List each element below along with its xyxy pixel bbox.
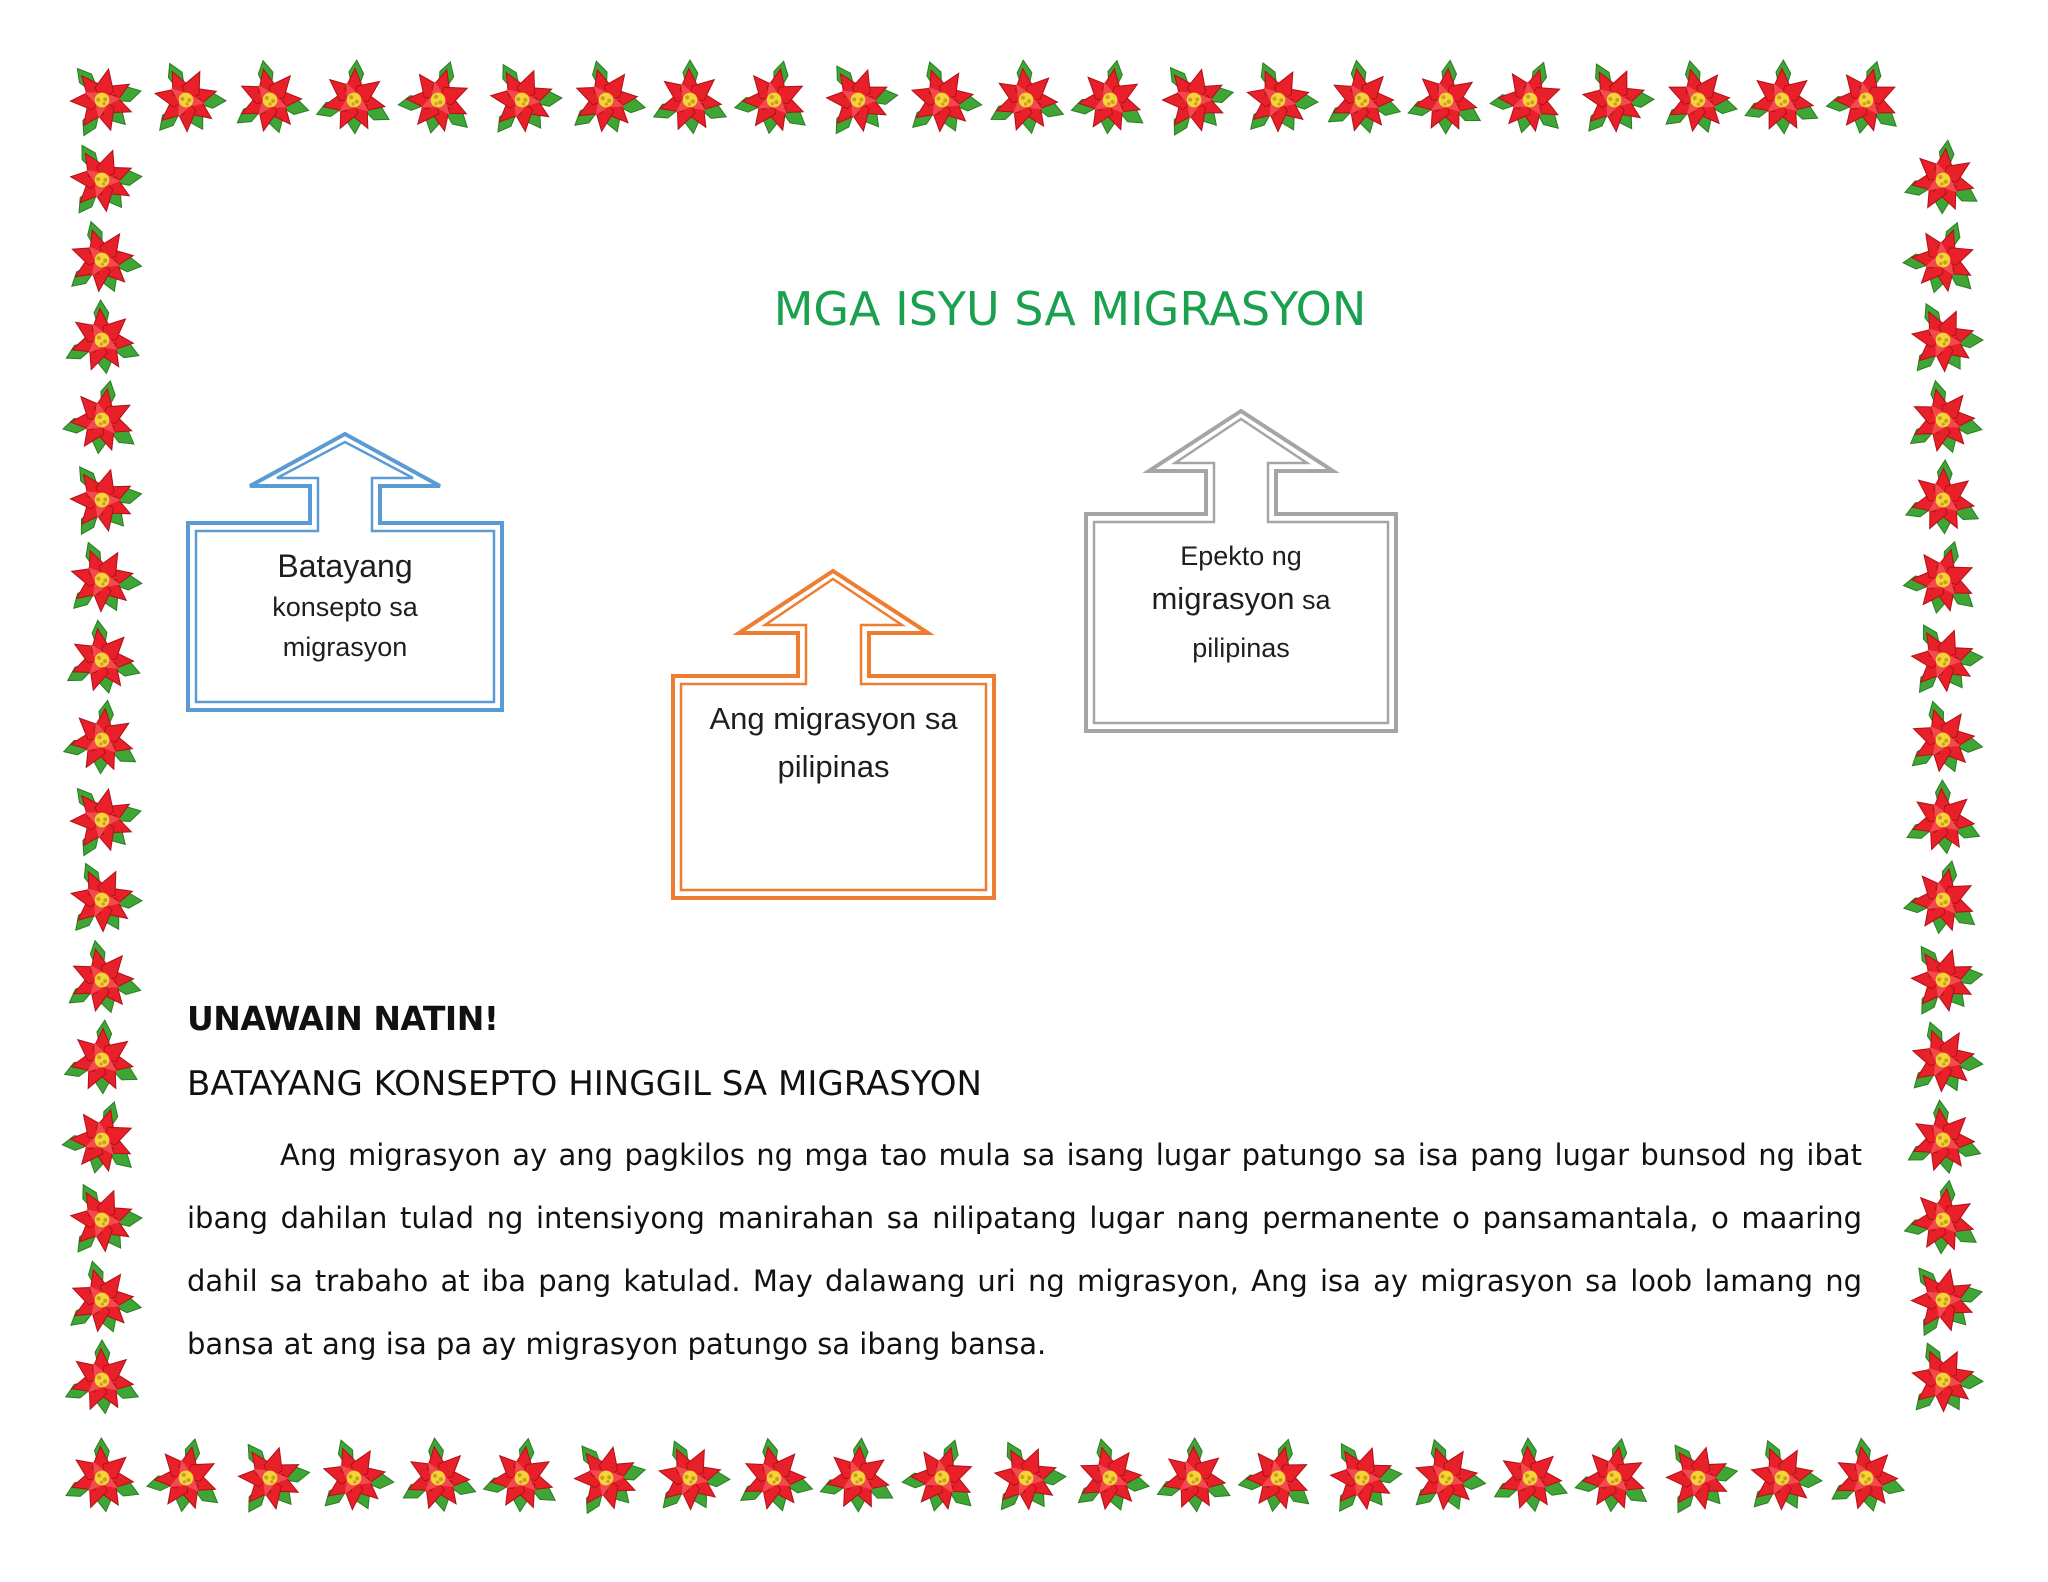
box-label-word: migrasyon [1151, 581, 1295, 616]
poinsettia-icon [643, 1429, 738, 1521]
poinsettia-icon [60, 1433, 147, 1516]
poinsettia-icon [1481, 47, 1585, 149]
poinsettia-icon [1901, 695, 1988, 778]
arrow-box-batayang [185, 430, 505, 715]
body-paragraph: Ang migrasyon ay ang pagkilos ng mga tao mula sa isang lugar patungo sa isa pang lugar bunsod ng ibat ibang dahilan tulad ng intensiyong manirahan sa nilipatang lugar nang permanente o pansamantala, o maaring dahil sa trabaho at iba pang katulad. May dalawang uri ng migrasyon, Ang isa ay migrasyon sa loob lamang ng bansa at ang isa pa ay migrasyon patungo sa ibang bansa. [187, 1138, 1862, 1361]
poinsettia-icon [1828, 1437, 1907, 1513]
poinsettia-icon [1893, 608, 1993, 705]
poinsettia-icon [309, 1431, 400, 1519]
poinsettia-icon [1897, 1170, 1993, 1264]
poinsettia-icon [1230, 1426, 1331, 1525]
box-label [1103, 535, 1379, 669]
section-subheading: BATAYANG KONSEPTO HINGGIL SA MIGRASYON [187, 1064, 982, 1104]
poinsettia-icon [648, 55, 736, 139]
poinsettia-icon [49, 765, 154, 868]
poinsettia-icon [1064, 50, 1161, 145]
box-label-line: Epekto ng [1180, 541, 1302, 571]
poinsettia-icon [1151, 1432, 1240, 1518]
box-label-line: Ang migrasyon sa [709, 701, 958, 736]
poinsettia-icon [1566, 49, 1663, 144]
poinsettia-icon [61, 296, 146, 378]
poinsettia-icon [1898, 1013, 1989, 1101]
poinsettia-icon [60, 1335, 148, 1419]
poinsettia-icon [1903, 378, 1985, 456]
section-heading: UNAWAIN NATIN! [187, 999, 499, 1038]
poinsettia-icon [389, 47, 492, 148]
box-label [205, 545, 485, 667]
box-label-line: Batayang [277, 548, 413, 584]
poinsettia-icon [986, 57, 1069, 137]
poinsettia-icon [231, 58, 312, 135]
poinsettia-icon [50, 446, 153, 547]
box-label-line: pilipinas [777, 749, 890, 784]
arrow-box-pilipinas [670, 567, 997, 902]
poinsettia-icon [476, 1428, 572, 1522]
poinsettia-icon [1324, 60, 1402, 134]
box-label-line: migrasyon [282, 632, 408, 662]
poinsettia-icon [1736, 1430, 1829, 1520]
poinsettia-icon [63, 618, 144, 695]
poinsettia-icon [977, 1427, 1075, 1523]
poinsettia-icon [219, 1424, 321, 1524]
poinsettia-icon [63, 938, 144, 1015]
poinsettia-icon [53, 1168, 152, 1265]
poinsettia-icon [1142, 45, 1246, 147]
poinsettia-icon [59, 214, 147, 298]
poinsettia-icon [893, 1425, 996, 1527]
poinsettia-icon [1904, 1098, 1986, 1176]
poinsettia-icon [1896, 1331, 1991, 1423]
poinsettia-icon [1901, 775, 1988, 858]
poinsettia-icon [807, 47, 909, 147]
poinsettia-icon [1658, 57, 1741, 137]
poinsettia-icon [139, 50, 235, 143]
poinsettia-icon [1312, 1425, 1413, 1524]
poinsettia-icon [139, 1427, 239, 1524]
poinsettia-icon [49, 45, 154, 148]
box-label-word: sa [1294, 585, 1331, 615]
page-title: MGA ISYU SA MIGRASYON [773, 282, 1367, 336]
poinsettia-icon [52, 128, 152, 226]
poinsettia-icon [55, 850, 151, 943]
poinsettia-icon [1818, 48, 1920, 148]
poinsettia-icon [1894, 528, 1996, 628]
poinsettia-icon [57, 532, 149, 621]
poinsettia-icon [1890, 1245, 1994, 1348]
poinsettia-icon [53, 1087, 156, 1188]
poinsettia-icon [310, 53, 402, 142]
poinsettia-icon [58, 1013, 150, 1102]
box-label-line: pilipinas [1192, 633, 1290, 663]
poinsettia-icon [473, 48, 572, 145]
poinsettia-icon [553, 1423, 657, 1526]
box-label [690, 695, 977, 791]
poinsettia-icon [1892, 926, 1994, 1026]
poinsettia-icon [1402, 1432, 1491, 1518]
poinsettia-icon [1401, 52, 1495, 143]
poinsettia-icon [1898, 131, 1993, 223]
poinsettia-icon [1567, 1428, 1665, 1524]
poinsettia-icon [1895, 290, 1991, 384]
arrow-box-epekto [1083, 407, 1399, 735]
poinsettia-icon [56, 691, 152, 784]
poinsettia-icon [1894, 206, 1998, 309]
poinsettia-icon [1896, 849, 1996, 946]
poinsettia-icon [1232, 51, 1326, 142]
poinsettia-icon [814, 1430, 907, 1520]
poinsettia-icon [60, 1256, 145, 1338]
poinsettia-icon [1900, 453, 1991, 541]
poinsettia-icon [55, 369, 154, 466]
poinsettia-icon [1739, 54, 1829, 141]
poinsettia-icon [399, 1436, 481, 1514]
poinsettia-icon [736, 1437, 815, 1513]
box-label-line [1103, 577, 1379, 627]
poinsettia-icon [1489, 1435, 1573, 1516]
poinsettia-icon [1069, 1434, 1153, 1515]
poinsettia-icon [726, 49, 826, 147]
poinsettia-icon [1646, 1424, 1749, 1526]
poinsettia-icon [564, 56, 649, 138]
poinsettia-icon [898, 53, 988, 140]
box-label-line: konsepto sa [272, 592, 418, 622]
